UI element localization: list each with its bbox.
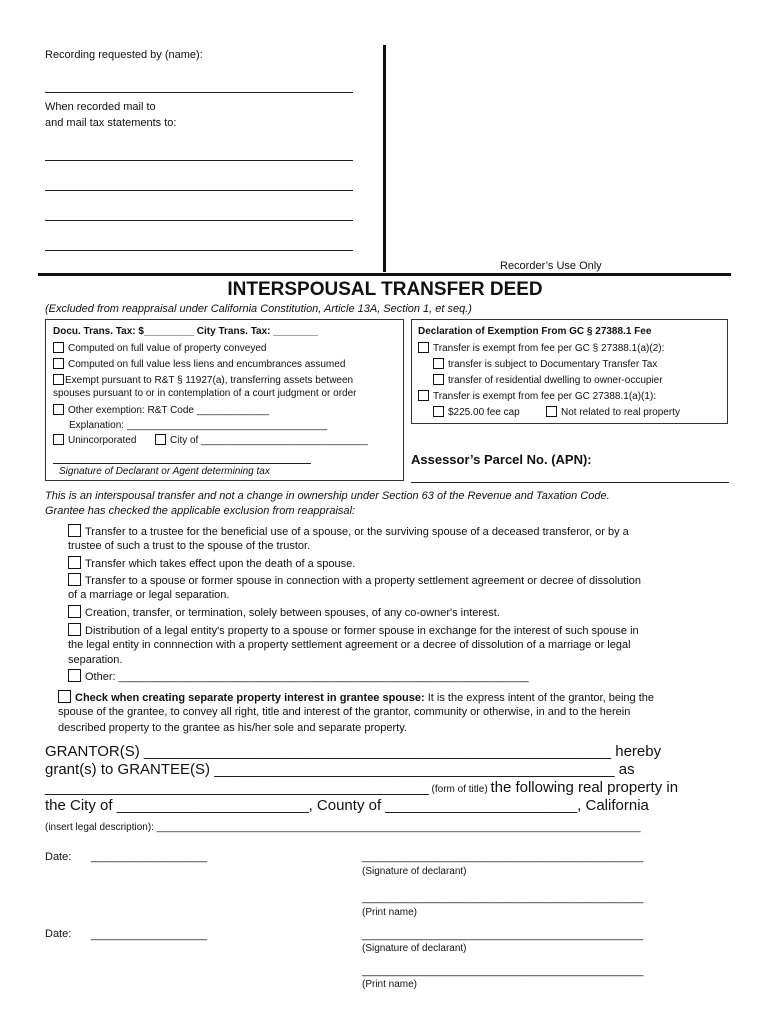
date-label-2: Date: [45,928,72,940]
option-label: Other exemption: R&T Code _____________ [68,405,270,416]
exclusion-trustee[interactable] [68,524,629,538]
option-label: Transfer to a spouse or former spouse in connection with a property settlement agreement or decree of dissolution [85,575,641,587]
checkbox[interactable] [68,605,81,618]
option-label: Transfer to a trustee for the beneficial use of a spouse, or the surviving spouse of a deceased transferor, or by a [85,526,629,538]
option-label: Computed on full value less liens and encumbrances assumed [68,359,346,370]
date-line-1[interactable]: ___________________ [91,851,208,863]
tax-option-exempt-cont: spouses pursuant to or in contemplation of a court judgment or order [53,388,357,399]
print-name-line-2[interactable]: ______________________________________________ [362,965,644,977]
fee-option-a2[interactable] [418,342,664,354]
explanation-line[interactable]: Explanation: ____________________________________ [69,420,328,431]
option-label: Exempt pursuant to R&T § 11927(a), transferring assets between [65,375,354,386]
checkbox[interactable] [53,358,64,369]
fee-option-residential[interactable] [433,374,663,386]
fee-option-subject-dtt[interactable] [433,358,657,370]
address-line-2[interactable] [45,190,353,191]
exclusion-trustee-cont: trustee of such a trust to the spouse of the trustor. [68,540,311,552]
option-label: $225.00 fee cap [448,407,520,418]
separate-property-text-2: spouse of the grantee, to convey all right, title and interest of the grantor, community or otherwise, in and to the herein [58,706,631,718]
option-label: transfer is subject to Documentary Transfer Tax [448,359,658,370]
signature-label-1: (Signature of declarant) [362,866,467,877]
unincorporated-option[interactable] [53,434,136,446]
print-name-label-2: (Print name) [362,979,418,990]
intro-line-2: Grantee has checked the applicable exclusion from reappraisal: [45,505,356,517]
option-label: Unincorporated [68,435,137,446]
form-of-title-line[interactable] [45,779,678,796]
checkbox[interactable] [68,573,81,586]
state-label: , California [577,797,649,814]
fee-option-not-related[interactable] [546,406,680,418]
option-label: Distribution of a legal entity's property to a spouse or former spouse in exchange for the interest of such spouse in [85,625,639,637]
hereby-label: hereby [611,743,662,760]
page-title: INTERSPOUSAL TRANSFER DEED [227,279,543,300]
fee-exemption-heading: Declaration of Exemption From GC § 27388.1 Fee [418,326,652,337]
recorders-use-label: Recorder’s Use Only [500,260,602,272]
tax-option-exempt[interactable] [53,374,353,386]
checkbox[interactable] [155,434,166,445]
option-label: Computed on full value of property conveyed [68,343,267,354]
option-label: Not related to real property [561,407,680,418]
checkbox[interactable] [53,404,64,415]
date-label-1: Date: [45,851,72,863]
legal-description-line[interactable]: (insert legal description): _______________________________________________________________________________________ [45,822,641,833]
option-label: Transfer is exempt from fee per GC § 27388.1(a)(2): [433,343,665,354]
city-county-line[interactable] [45,797,649,814]
checkbox[interactable] [418,342,429,353]
tax-option-other[interactable] [53,404,269,416]
checkbox[interactable] [68,669,81,682]
checkbox[interactable] [53,434,64,445]
signature-line-2[interactable]: ______________________________________________ [362,929,644,941]
checkbox[interactable] [53,342,64,353]
fee-exemption-box [411,319,728,424]
address-line-3[interactable] [45,220,353,221]
recording-name-line[interactable] [45,92,353,93]
city-blank[interactable]: _______________________ [116,797,309,814]
form-of-title-blank[interactable]: ______________________________________________ [45,779,429,796]
separate-property-heading: Check when creating separate property interest in grantee spouse: [75,692,425,704]
recording-requested-label: Recording requested by (name): [45,49,203,61]
header-divider [383,45,386,272]
option-label: transfer of residential dwelling to owner-occupier [448,375,663,386]
tax-option-less-liens[interactable] [53,358,345,370]
signature-label-2: (Signature of declarant) [362,943,467,954]
exclusion-other[interactable] [68,669,529,683]
checkbox[interactable] [58,690,71,703]
exclusion-co-owner[interactable] [68,605,500,619]
apn-label: Assessor’s Parcel No. (APN): [411,452,592,467]
print-name-line-1[interactable]: ______________________________________________ [362,892,644,904]
checkbox[interactable] [433,358,444,369]
exclusion-death[interactable] [68,556,355,570]
grantee-label: grant(s) to GRANTEE(S) [45,761,215,778]
tax-amounts-line[interactable]: Docu. Trans. Tax: $_________ City Trans. Tax: ________ [53,326,318,337]
as-label: as [614,761,635,778]
exclusion-legal-entity[interactable] [68,623,639,637]
option-label: Transfer is exempt from fee per GC 27388.1(a)(1): [433,391,657,402]
signature-line-1[interactable]: ______________________________________________ [362,851,644,863]
county-label: , County of [308,797,386,814]
checkbox[interactable] [53,374,64,385]
fee-option-a1[interactable] [418,390,656,402]
exclusion-settlement-cont: of a marriage or legal separation. [68,589,230,601]
property-in-label: the following real property in [490,779,679,796]
intro-line-1: This is an interspousal transfer and not a change in ownership under Section 63 of the Revenue and Taxation Code. [45,490,610,502]
tax-box [45,319,404,481]
checkbox[interactable] [433,406,444,417]
tax-signature-label: Signature of Declarant or Agent determining tax [59,466,270,477]
separate-property-option[interactable] [58,690,654,704]
separate-property-text: It is the express intent of the grantor, being the [424,692,654,704]
option-label: Transfer which takes effect upon the death of a spouse. [85,558,356,570]
mail-to-label-1: When recorded mail to [45,101,156,113]
form-of-title-label: (form of title) [428,784,491,795]
mail-to-label-2: and mail tax statements to: [45,117,177,129]
grantor-blank[interactable]: ________________________________________________________ [143,743,612,760]
grantee-blank[interactable]: ________________________________________________ [214,761,615,778]
checkbox[interactable] [68,524,81,537]
fee-option-cap[interactable] [433,406,520,418]
exclusion-legal-entity-cont: the legal entity in connnection with a property settlement agreement or a decree of dissolution of a marriage or legal [68,639,631,651]
grantee-line[interactable] [45,761,635,778]
city-label: the City of [45,797,117,814]
city-of-option[interactable] [155,434,368,446]
address-line-4[interactable] [45,250,353,251]
exclusion-settlement[interactable] [68,573,641,587]
county-blank[interactable]: _______________________ [385,797,578,814]
option-label: Creation, transfer, or termination, solely between spouses, of any co-owner's interest. [85,607,500,619]
checkbox[interactable] [433,374,444,385]
grantor-label: GRANTOR(S) [45,743,144,760]
option-label: City of ______________________________ [170,435,368,446]
address-line-1[interactable] [45,160,353,161]
tax-signature-line[interactable] [53,463,311,464]
grantor-line[interactable] [45,743,661,760]
separate-property-text-3: described property to the grantee as his/her sole and separate property. [58,722,407,734]
tax-option-full-value[interactable] [53,342,266,354]
checkbox[interactable] [68,556,81,569]
checkbox[interactable] [546,406,557,417]
header-rule [38,273,731,276]
option-label: Other: ___________________________________________________________________ [85,671,529,683]
print-name-label-1: (Print name) [362,907,418,918]
apn-line[interactable] [411,482,729,483]
checkbox[interactable] [68,623,81,636]
page-subtitle: (Excluded from reappraisal under California Constitution, Article 13A, Section 1, et seq.) [45,303,472,315]
date-line-2[interactable]: ___________________ [91,929,208,941]
exclusion-legal-entity-cont-2: separation. [68,654,123,666]
checkbox[interactable] [418,390,429,401]
